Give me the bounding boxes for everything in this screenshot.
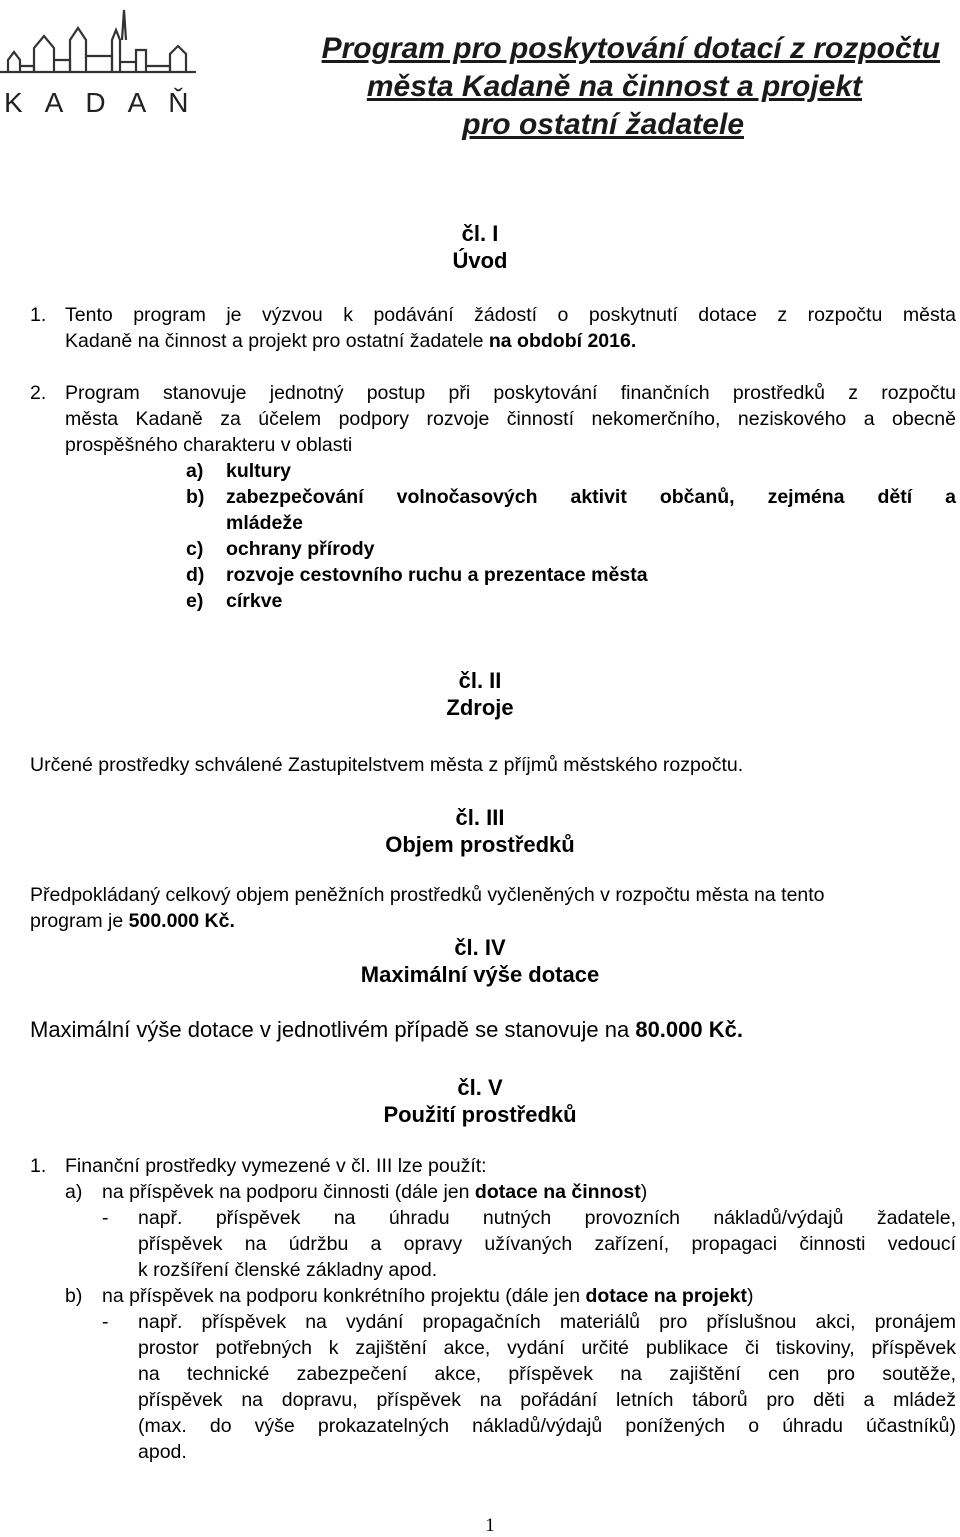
art5-item-b-line4: příspěvek na dopravu, příspěvek na pořádání letních táborů pro děti a mládež	[138, 1389, 956, 1411]
article-5-heading	[0, 1074, 960, 1128]
list-item: mládeže	[226, 512, 303, 534]
article-5-number: čl. V	[457, 1075, 503, 1100]
article-3-name: Objem prostředků	[385, 832, 575, 857]
article-5-name: Použití prostředků	[383, 1102, 577, 1127]
art5-item-b-line1: např. příspěvek na vydání propagačních materiálů pro příslušnou akci, pronájem	[138, 1311, 956, 1333]
title-line-2: města Kadaně na činnost a projekt	[366, 70, 862, 103]
art1-para1-number: 1.	[30, 304, 47, 326]
article-1-number: čl. I	[461, 221, 499, 246]
article-2-number: čl. II	[458, 668, 502, 693]
article-3-line1: Předpokládaný celkový objem peněžních prostředků vyčleněných v rozpočtu města na tento	[30, 884, 825, 906]
list-item: b) zabezpečování volnočasových aktivit občanů, zejména dětí a	[186, 486, 956, 508]
art5-item-a-line1: např. příspěvek na úhradu nutných provozních nákladů/výdajů žadatele,	[138, 1207, 956, 1229]
list-item: d) rozvoje cestovního ruchu a prezentace města	[186, 564, 648, 586]
art5-item-a-line3: k rozšíření členské základny apod.	[138, 1259, 438, 1281]
list-item: c) ochrany přírody	[186, 538, 375, 560]
art5-item-a-line2: příspěvek na údržbu a opravy užívaných zařízení, propagaci činnosti vedoucí	[138, 1233, 956, 1255]
art1-para2-line1: Program stanovuje jednotný postup při poskytování finančních prostředků z rozpočtu	[65, 382, 956, 404]
art5-para1-number: 1.	[30, 1155, 47, 1177]
article-4-text: Maximální výše dotace v jednotlivém případě se stanovuje na 80.000 Kč.	[30, 1017, 743, 1042]
art5-item-a-mark: a)	[65, 1181, 83, 1203]
total-amount: 500.000 Kč.	[128, 910, 235, 932]
article-1-heading	[0, 220, 960, 274]
art1-para1-line1: Tento program je výzvou k podávání žádostí o poskytnutí dotace z rozpočtu města	[65, 304, 956, 326]
art5-item-b-line5: (max. do výše prokazatelných nákladů/výdajů ponížených o úhradu účastníků)	[138, 1415, 956, 1437]
art5-item-b-line2: prostor potřebných k zajištění akce, vydání určité publikace či tiskoviny, příspěvek	[138, 1337, 956, 1359]
article-4-heading	[0, 934, 960, 988]
art1-para1-line2-text: Kadaně na činnost a projekt pro ostatní žadatele	[65, 330, 489, 352]
document-title	[240, 30, 940, 144]
article-3-heading	[0, 804, 960, 858]
article-3-line2: program je 500.000 Kč.	[30, 910, 235, 932]
art1-para2-line2: města Kadaně za účelem podpory rozvoje činností nekomerčního, neziskového a obecně	[65, 408, 956, 430]
article-2-heading	[0, 667, 960, 721]
title-line-3: pro ostatní žadatele	[462, 108, 744, 141]
castle-skyline-logo-icon	[0, 0, 210, 120]
art5-para1-text: Finanční prostředky vymezené v čl. III lze použít:	[65, 1155, 487, 1177]
article-4-number: čl. IV	[454, 935, 506, 960]
art5-item-a: na příspěvek na podporu činnosti (dále jen dotace na činnost)	[102, 1181, 648, 1203]
logo-text: KADAŇ	[4, 87, 210, 118]
art5-item-b: na příspěvek na podporu konkrétního projektu (dále jen dotace na projekt)	[102, 1285, 754, 1307]
art5-item-a-dash: -	[102, 1207, 109, 1229]
art5-item-b-line6: apod.	[138, 1441, 187, 1463]
art1-period: na období 2016.	[488, 330, 637, 352]
art1-areas-list	[186, 458, 956, 614]
article-4-name: Maximální výše dotace	[360, 962, 600, 987]
art5-item-b-mark: b)	[65, 1285, 83, 1307]
article-2-text: Určené prostředky schválené Zastupitelstvem města z příjmů městského rozpočtu.	[30, 754, 744, 776]
city-logo	[0, 0, 210, 120]
max-amount: 80.000 Kč.	[635, 1017, 743, 1042]
art1-para2-line3: prospěšného charakteru v oblasti	[65, 434, 353, 456]
article-1-name: Úvod	[452, 248, 508, 273]
list-item: a) kultury	[186, 460, 292, 482]
art5-item-b-line3: na technické zabezpečení akce, příspěvek na zajištění cen pro soutěže,	[138, 1363, 956, 1385]
list-item: e) církve	[186, 590, 283, 612]
page-number: 1	[485, 1515, 495, 1536]
title-line-1: Program pro poskytování dotací z rozpočtu	[321, 32, 940, 65]
article-3-number: čl. III	[455, 805, 505, 830]
article-2-name: Zdroje	[446, 695, 514, 720]
art1-para2-number: 2.	[30, 382, 47, 404]
art5-item-b-dash: -	[102, 1311, 109, 1333]
art1-para1-line2	[65, 328, 636, 354]
